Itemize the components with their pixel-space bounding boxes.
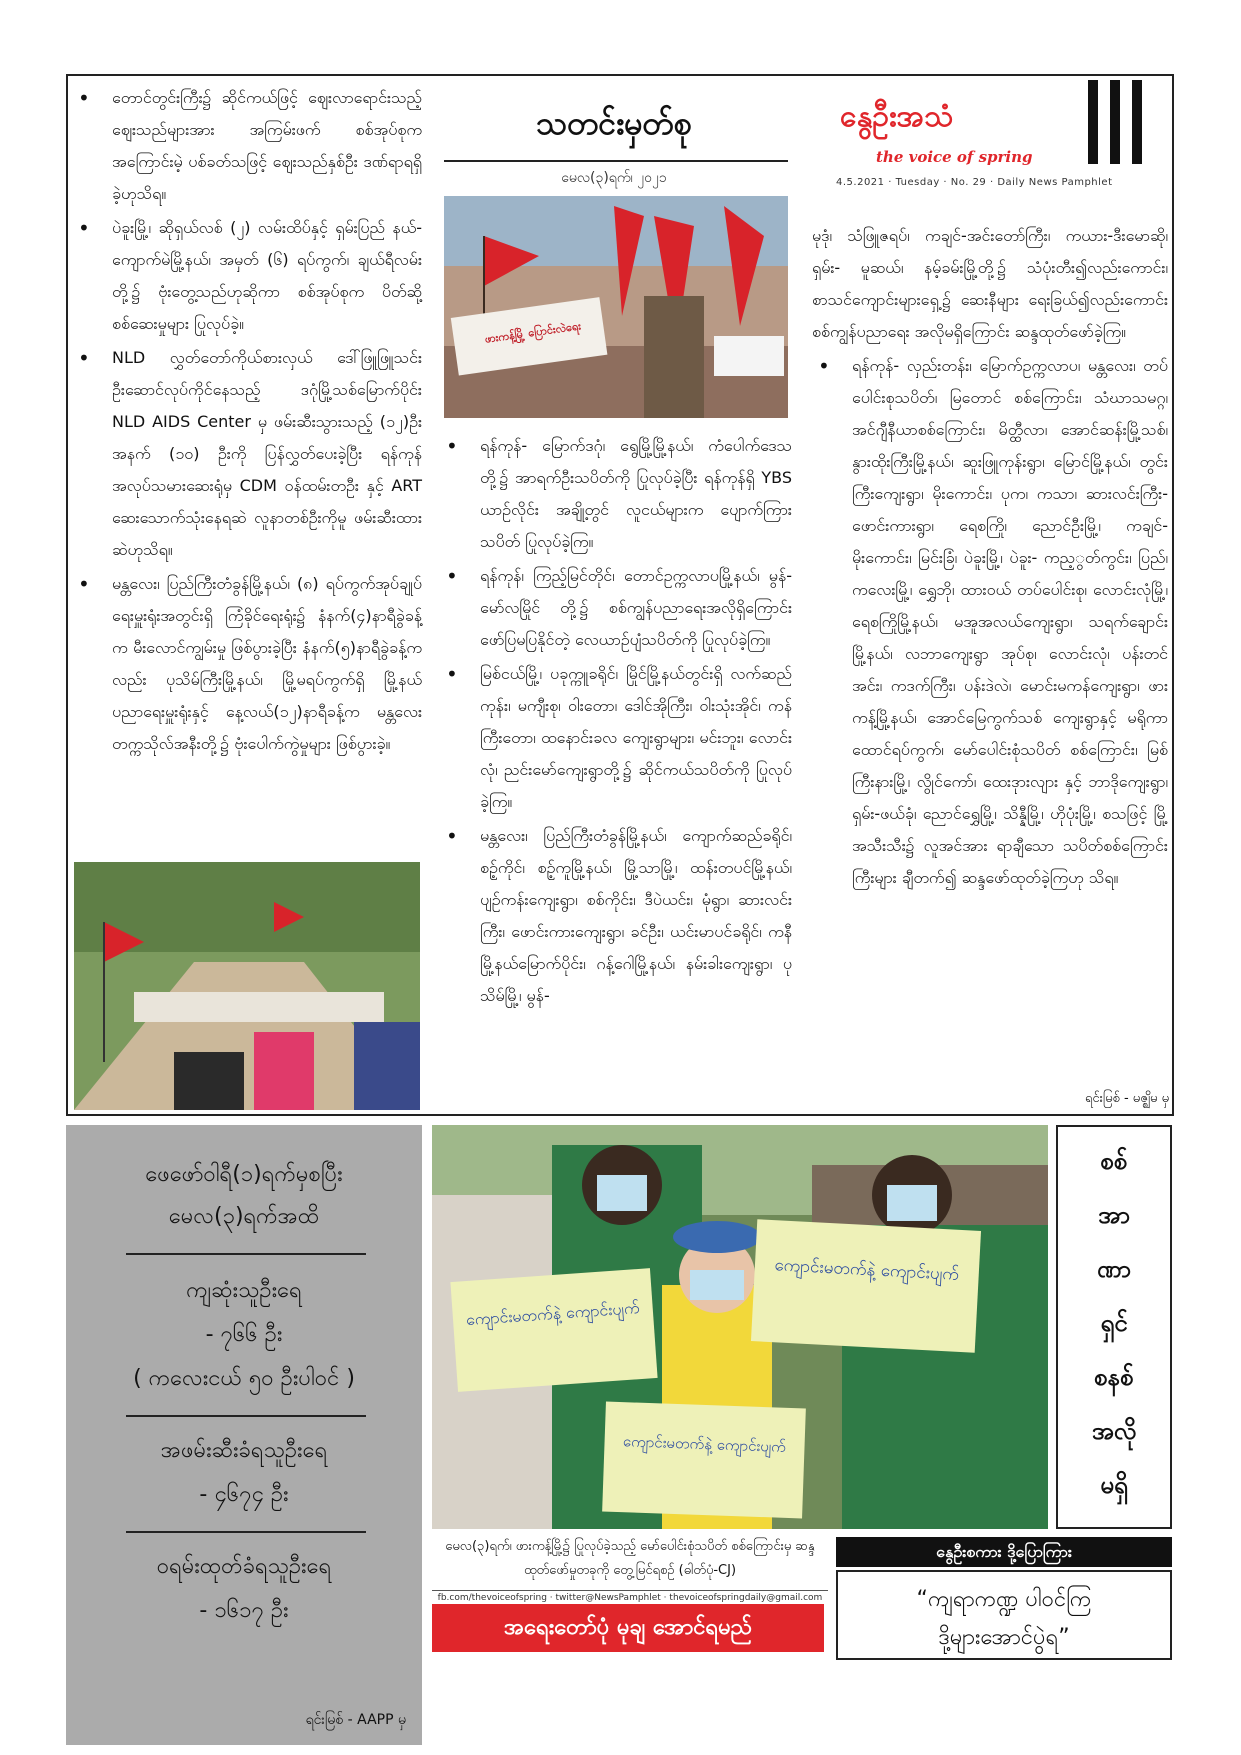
vertical-word: ရှင် <box>1100 1309 1128 1337</box>
vertical-word: စနစ် <box>1094 1363 1134 1391</box>
protest-sign <box>751 1219 981 1353</box>
sign-text: ကျောင်းမတက်နဲ့ ကျောင်းပျက် <box>465 1298 641 1330</box>
title-divider <box>444 160 788 162</box>
news-item: • မြစ်ငယ်မြို့၊ ပခုက္ကူခရိုင်၊ မြိုင်မြို့နယ်တွင်းရှိ လက်ဆည်ကုန်း၊ မကျီးစု၊ ဝါးတော၊ ဒေါင်အိုကြီး၊ ဝါးသုံးအိုင်၊ ကန်ကြီးတော၊ ထနောင်းခလ ကျေးရွာများ၊ မင်းဘူး၊ လောင်းလုံ၊ ညင်းမော်ကျေးရွာတို့၌ ဆိုင်ကယ်သပိတ်ကို ပြုလုပ်ခဲ့ကြ။ <box>440 658 792 818</box>
masthead-title: နွေဦးအသံ <box>840 99 954 134</box>
news-item: • ရန်ကုန်၊ ကြည့်မြင်တိုင်၊ တောင်ဥက္ကလာပမြို့နယ်၊ မွန်-မော်လမြိုင် တို့၌ စစ်ကျွန်ပညာရေးအလိုရှိကြောင်း ဖော်ပြမပြနိုင်တဲ့ လေယာဉ်ပျံသပိတ်ကို ပြုလုပ်ခဲ့ကြ။ <box>440 560 792 656</box>
arrested-value: - ၄၆၇၄ ဦး <box>199 1482 289 1507</box>
page-title: သတင်းမှတ်စု <box>536 104 692 142</box>
photo-banner-text: ဖားကန့်မြို့ ပြောင်းလဲရေး <box>483 319 582 346</box>
stats-divider <box>126 1531 366 1533</box>
issue-line: 4.5.2021 · Tuesday · No. 29 · Daily News Pamphlet <box>836 177 1113 188</box>
news-column-2 <box>440 430 792 1014</box>
editor-section-title: နွေဦးစကား ဒို့ပြောကြား <box>836 1537 1172 1567</box>
vertical-slogan-box <box>1056 1125 1172 1529</box>
stats-divider <box>126 1415 366 1417</box>
protest-sign <box>602 1402 806 1519</box>
vertical-word: စစ် <box>1100 1147 1128 1175</box>
warrant-label: ဝရမ်းထုတ်ခံရသူဦးရေ <box>156 1554 332 1579</box>
news-item: • ရန်ကုန်- မြောက်ဒဂုံ၊ ရွေမြို့မြို့နယ်၊ ကံပေါက်ဒေသ တို့၌ အာရက်ဦးသပိတ်ကို ပြုလုပ်ခဲ့ပြီး ရန်ကုန်ရှိ YBS ယာဉ်လိုင်း အချို့တွင် လူငယ်များက ပျောက်ကြားသပိတ် ပြုလုပ်ခဲ့ကြ။ <box>440 430 792 558</box>
slogan-banner: အရေးတော်ပုံ မုချ အောင်ရမည် <box>432 1604 824 1652</box>
dead-label: ကျဆုံးသူဦးရေ <box>186 1278 302 1303</box>
vertical-word: မရှိ <box>1100 1471 1128 1499</box>
warrant-value: - ၁၆၁၇ ဦး <box>199 1598 289 1623</box>
sign-text: ကျောင်းမတက်နဲ့ ကျောင်းပျက် <box>774 1255 960 1285</box>
news-item: • ရန်ကုန်- လှည်းတန်း၊ မြောက်ဥက္ကလာပ၊ မန္တလေး၊ တပ်ပေါင်းစုသပိတ်၊ မြတောင် စစ်ကြောင်း၊ သံဃာသမဂ္ဂ၊ အင်ဂျီနီယာစစ်ကြောင်း၊ မိတ္ထီလာ၊ အောင်ဆန်းမြို့သစ်၊ နွားထိုးကြီးမြို့နယ်၊ ဆူးဖြူကုန်းရွာ၊ မြောင်မြို့နယ်၊ တွင်းကြီးကျေးရွာ၊ မိုးကောင်း၊ ပုက၊ ကသာ၊ ဆားလင်းကြီး- ဖောင်းကားရွာ၊ ရေစကြို၊ ညောင်ဦးမြို့၊ ကချင်- မိုးကောင်း၊ မြင်းခြံ၊ ပဲခူးမြို့၊ ပဲခူး- ကည့ွတ်ကွင်း၊ ပြည်၊ ကလေးမြို့၊ ရွှေဘို၊ ထားဝယ် တပ်ပေါင်းစု၊ လောင်းလုံမြို့၊ ရေစကြိုမြို့နယ်၊ မအူအလယ်ကျေးရွာ၊ သရက်ချောင်းမြို့နယ်၊ လဘာကျေးရွာ အုပ်စု၊ လောင်းလုံ၊ ပန်းတင်အင်း၊ ကဒက်ကြီး၊ ပန်းဒဲလဲ၊ မောင်းမကန်ကျေးရွာ၊ ဖားကန့်မြို့နယ်၊ အောင်မြေကွက်သစ် ကျေးရွာနှင့် မရိုကာထောင်ရပ်ကွက်၊ မော်ပေါင်းစုံသပိတ် စစ်ကြောင်း၊ မြစ်ကြီးနားမြို့၊ လွိုင်ကော်၊ ထေးဒုားလျား နှင့် ဘာဒိုကျေးရွာ၊ ရှမ်း-ဖယ်ခုံ၊ ညောင်ရွှေမြို့၊ သိန္နီမြို့၊ ဟိုပုံးမြို့၊ စသဖြင့် မြို့အသီးသီး၌ လူအင်အား ရာချီသော သပိတ်စစ်ကြောင်းကြီးများ ချီတက်၍ ဆန္ဒဖော်ထုတ်ခဲ့ကြဟု သိရ။ <box>812 350 1168 894</box>
stats-credit: ရင်းမြစ် - AAPP မှ <box>305 1712 406 1728</box>
stats-period-end: မေလ(၃)ရက်အထိ <box>168 1204 320 1229</box>
news-paragraph: မုဒုံ၊ သံဖြူဇရပ်၊ ကချင်-အင်းတော်ကြီး၊ ကယား-ဒီးမောဆို၊ ရှမ်း- မူဆယ်၊ နမ့်ခမ်းမြို့တို့၌ သံပုံးတီး၍လည်းကောင်း၊ စာသင်ကျောင်းများရှေ့၌ ဆေးနီများ ရေးခြယ်၍လည်းကောင်း စစ်ကျွန်ပညာရေး အလိုမရှိကြောင်း ဆန္ဒထုတ်ဖော်ခဲ့ကြ။ <box>812 226 1168 341</box>
date-line: မေလ(၃)ရက်၊ ၂၀၂၁ <box>561 170 667 186</box>
dead-note: ( ကလေးငယ် ၅၀ ဦးပါဝင် ) <box>133 1366 355 1391</box>
protest-photo-1 <box>444 196 788 418</box>
vertical-word: ဏာ <box>1096 1255 1132 1283</box>
news-item: • တောင်တွင်းကြီး၌ ဆိုင်ကယ်ဖြင့် ဈေးလာရောင်းသည့် ဈေးသည်များအား အကြမ်းဖက် စစ်အုပ်စုက အကြောင်းမဲ့ ပစ်ခတ်သဖြင့် ဈေးသည်နှစ်ဦး ဒဏ်ရာရရှိခဲ့ဟုသိရ။ <box>72 82 422 210</box>
sign-text: ကျောင်းမတက်နဲ့ ကျောင်းပျက် <box>622 1432 787 1456</box>
dead-value: - ၇၆၆ ဦး <box>205 1322 283 1347</box>
news-item: • မန္တလေး၊ ပြည်ကြီးတံခွန်မြို့နယ်၊ (၈) ရပ်ကွက်အုပ်ချုပ်ရေးမှူးရုံးအတွင်းရှိ ကြံခိုင်ရေးရုံး၌ နံနက်(၄)နာရီခွဲခန့်က မီးလောင်ကျွမ်းမှု ဖြစ်ပွားခဲ့ပြီး နံနက်(၅)နာရီခွဲခန့်ကလည်း ပုသိမ်ကြီးမြို့နယ်၊ မြို့မရပ်ကွက်ရှိ မြို့နယ် ပညာရေးမှူးရုံးနှင့် နေ့လယ်(၁၂)နာရီခန့်က မန္တလေးတက္ကသိုလ်အနီးတို့၌ ဗုံးပေါက်ကွဲမှုများ ဖြစ်ပွားခဲ့။ <box>72 568 422 760</box>
editor-quote-line: “ကျရာကဏ္ဍ ပါဝင်ကြ <box>916 1587 1092 1612</box>
vertical-word: အာ <box>1098 1201 1130 1229</box>
logo-bars-icon <box>1088 80 1146 164</box>
news-item: • ပဲခူးမြို့၊ ဆိုရှယ်လစ် (၂) လမ်းထိပ်နှင့် ရှမ်းပြည် နယ်-ကျောက်မဲမြို့နယ်၊ အမှတ် (၆) ရပ်ကွက်၊ ချယ်ရီလမ်းတို့၌ ဗုံးတွေ့သည်ဟုဆိုကာ စစ်အုပ်စုက ပိတ်ဆို့စစ်ဆေးမှုများ ပြုလုပ်ခဲ့။ <box>72 212 422 340</box>
casualty-stats-box <box>66 1125 422 1745</box>
source-credit: ရင်းမြစ် - မဇ္ဈိမ မှ <box>1084 1091 1169 1106</box>
arrested-label: အဖမ်းဆီးခံရသူဦးရေ <box>160 1438 328 1463</box>
news-item: • မန္တလေး၊ ပြည်ကြီးတံခွန်မြို့နယ်၊ ကျောက်ဆည်ခရိုင်၊ စဉ့်ကိုင်၊ စဉ့်ကူမြို့နယ်၊ မြို့သာမြို့၊ ထန်းတပင်မြို့နယ်၊ ပျဉ်ကန်းကျေးရွာ၊ စစ်ကိုင်း၊ ဒီပဲယင်း၊ မုံရွာ၊ ဆားလင်းကြီး၊ ဖောင်းကားကျေးရွာ၊ ခင်ဦး၊ ယင်းမာပင်ခရိုင်၊ ကနီမြို့နယ်မြောက်ပိုင်း၊ ဂန့်ဂေါမြို့နယ်၊ နမ်းခါးကျေးရွာ၊ ပုသိမ်မြို့၊ မွန်- <box>440 820 792 1012</box>
editor-quote-line: ဒို့များအောင်ပွဲရ” <box>938 1625 1070 1650</box>
social-links: fb.com/thevoiceofspring · twitter@NewsPamphlet · thevoiceofspringdaily@gmail.com <box>432 1590 828 1603</box>
editor-quote-box <box>836 1570 1172 1660</box>
children-protest-photo <box>432 1125 1048 1529</box>
masthead-subtitle: the voice of spring <box>876 148 1033 166</box>
protest-sign <box>450 1268 657 1392</box>
stats-divider <box>126 1253 366 1255</box>
protest-photo-2 <box>74 862 420 1110</box>
stats-period-start: ဖေဖော်ဝါရီ(၁)ရက်မှစပြီး <box>145 1162 343 1187</box>
vertical-word: အလို <box>1091 1417 1137 1445</box>
photo-caption: မေလ(၃)ရက်၊ ဖားကန့်မြို့၌ ပြုလုပ်ခဲ့သည့် မော်ပေါင်းစုံသပိတ် စစ်ကြောင်းမှ ဆန္ဒထုတ်ဖော်မှုတခုကို တွေ့မြင်ရစဉ် (ဓါတ်ပုံ-CJ) <box>445 1539 815 1578</box>
news-item: • NLD လွှတ်တော်ကိုယ်စားလှယ် ဒေါ်ဖြူဖြူသင်း ဦးဆောင်လုပ်ကိုင်နေသည့် ဒဂုံမြို့သစ်မြောက်ပိုင်း NLD AIDS Center မှ ဖမ်းဆီးသွားသည့် (၁၂)ဦးအနက် (၁၀) ဦးကို ပြန်လွှတ်ပေးခဲ့ပြီး ရန်ကုန် အလုပ်သမားဆေးရုံမှ CDM ဝန်ထမ်းတဦး နှင့် ART ဆေးသောက်သုံးနေရဆဲ လူနာတစ်ဦးကိုမူ ဖမ်းဆီးထားဆဲဟုသိရ။ <box>72 342 422 566</box>
news-column-1 <box>72 82 422 762</box>
news-column-3 <box>812 220 1168 896</box>
